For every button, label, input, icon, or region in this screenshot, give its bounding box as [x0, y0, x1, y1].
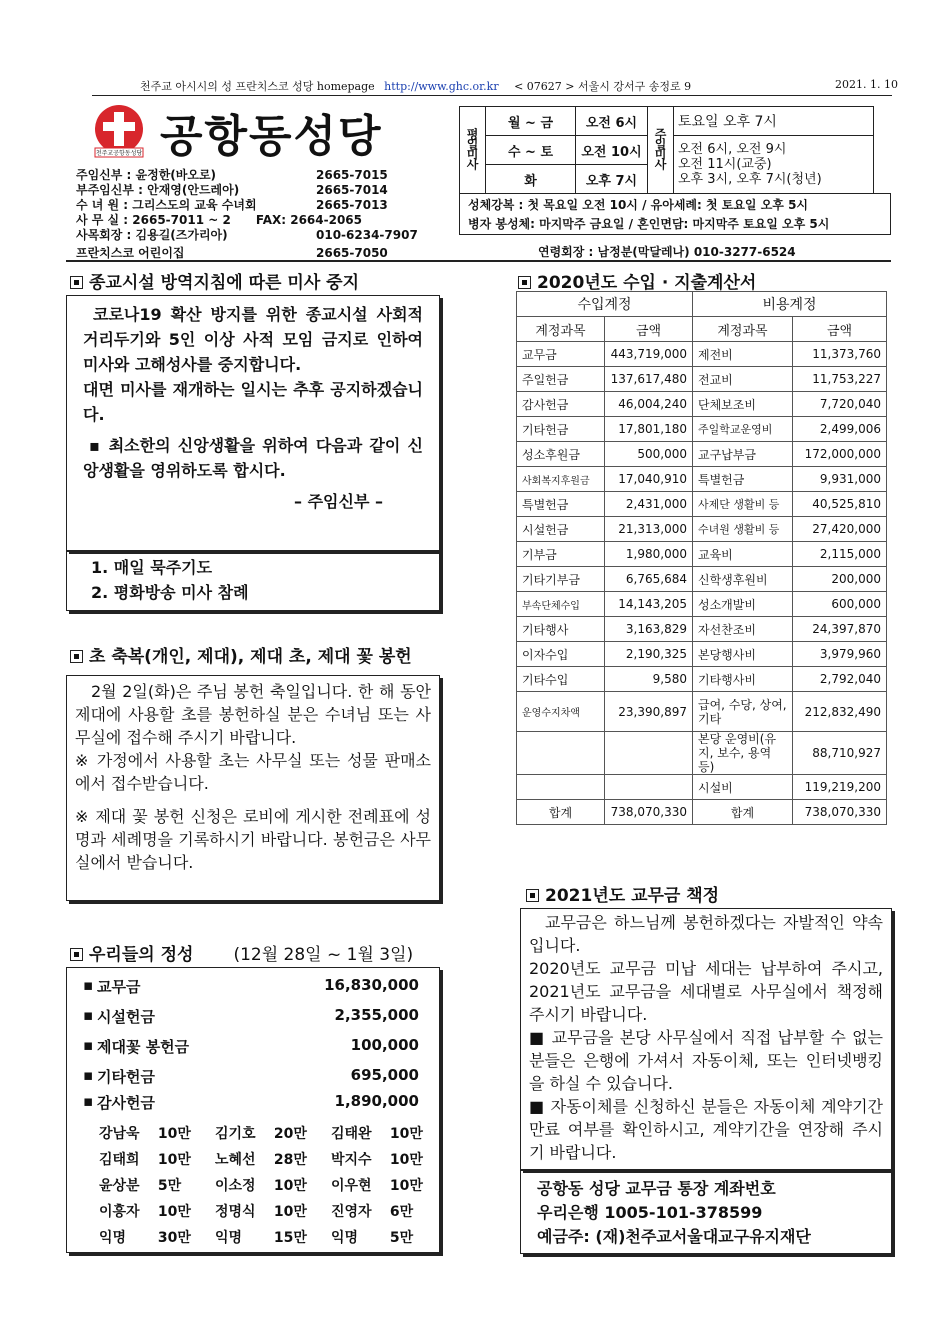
finance-row: [517, 517, 887, 542]
staff-phone: 2665-7050: [316, 246, 388, 260]
income-amount: 14,143,205: [605, 592, 693, 617]
covid-list: [66, 551, 440, 611]
donor-table: [91, 1120, 439, 1250]
donor-amount: 10만: [389, 1126, 423, 1142]
bullet-square-icon: [526, 889, 539, 902]
section-heading: 초 축복(개인, 제대), 제대 초, 제대 꽃 봉헌: [70, 642, 412, 667]
expense-item: 제전비: [693, 342, 793, 367]
offering-label: 기타헌금: [97, 1068, 155, 1086]
income-item: 주일헌금: [517, 367, 605, 392]
offering-amount: 2,355,000: [334, 1006, 419, 1024]
column-header: 금액: [605, 317, 693, 342]
donor-row: [91, 1146, 439, 1172]
mass-time: 오후 7시: [576, 165, 648, 194]
sacrament-line: 병자 봉성체: 마지막주 금요일 / 혼인면담: 마지막주 토요일 오후 5시: [468, 217, 830, 231]
expense-amount: 600,000: [793, 592, 887, 617]
donor-name: 이소정: [214, 1178, 256, 1194]
sacrament-schedule: [459, 193, 891, 235]
expense-amount: 2,115,000: [793, 542, 887, 567]
expense-item: 성소개발비: [693, 592, 793, 617]
expense-amount: 9,931,000: [793, 467, 887, 492]
income-amount: 2,190,325: [605, 642, 693, 667]
donor-name: 강남욱: [99, 1126, 140, 1142]
list-item: 1. 매일 묵주기도: [91, 558, 213, 577]
income-amount: 17,801,180: [605, 417, 693, 442]
income-amount: 443,719,000: [605, 342, 693, 367]
mass-day: 월 ~ 금: [486, 107, 576, 136]
income-item: [517, 775, 605, 800]
staff-label: 사 무 실 : 2665-7011 ~ 2 FAX: 2664-2065: [76, 213, 363, 227]
income-amount: [605, 775, 693, 800]
finance-row: [517, 367, 887, 392]
offering-box: [66, 967, 440, 1253]
expense-amount: 2,792,040: [793, 667, 887, 692]
staff-phone: 010-6234-7907: [316, 228, 418, 242]
income-item: 기부금: [517, 542, 605, 567]
expense-item: 기타행사비: [693, 667, 793, 692]
offering-label: 교무금: [97, 978, 141, 996]
offering-row: ▪ 교무금 16,830,000: [83, 976, 419, 996]
notice-paragraph: 코로나19 확산 방지를 위한 종교시설 사회적 거리두기와 5인 이상 사적 모임 금지로 인하여 미사와 고해성사를 중지합니다.: [83, 305, 423, 374]
donor-amount: 28만: [273, 1152, 307, 1168]
notice-paragraph: ■ 교무금을 본당 사무실에서 직접 납부할 수 없는 분들은 은행에 가셔서 자동이체, 또는 인터넷뱅킹을 하실 수 있습니다.: [529, 1028, 883, 1093]
income-item: 특별헌금: [517, 492, 605, 517]
finance-row: [517, 592, 887, 617]
offering-row: ▪ 감사헌금 1,890,000: [83, 1092, 419, 1112]
income-amount: 17,040,910: [605, 467, 693, 492]
issue-date: 2021. 1. 10: [835, 78, 898, 91]
finance-row: [517, 642, 887, 667]
finance-row: [517, 492, 887, 517]
offering-row: ▪ 기타헌금 695,000: [83, 1066, 419, 1086]
expense-item: 급여, 수당, 상여, 기타: [693, 692, 793, 732]
column-header: 금액: [793, 317, 887, 342]
sunday-mass-times: 오전 6시, 오전 9시 오전 11시(교중) 오후 3시, 오후 7시(청년): [674, 136, 874, 194]
notice-paragraph: 2020년도 교무금 미납 세대는 납부하여 주시고, 2021년도 교무금을 세대별로 사무실에서 책정해 주시기 바랍니다.: [529, 959, 883, 1024]
donor-amount: 10만: [157, 1152, 191, 1168]
total-label: 합계: [517, 800, 605, 825]
income-amount: 21,313,000: [605, 517, 693, 542]
mass-time: 오전 6시: [576, 107, 648, 136]
staff-row: [76, 183, 388, 198]
finance-row: [517, 692, 887, 732]
expense-amount: 88,710,927: [793, 732, 887, 775]
donor-name: 이우현: [330, 1178, 372, 1194]
finance-row: [517, 732, 887, 775]
donor-row: [91, 1172, 439, 1198]
finance-row: [517, 667, 887, 692]
notice-paragraph: ■ 자동이체를 신청하신 분들은 자동이체 계약기간 만료 여부를 확인하시고, 계약기간을 연장해 주시기 바랍니다.: [529, 1097, 883, 1162]
account-number: 우리은행 1005-101-378599: [537, 1203, 763, 1222]
notice-paragraph: 교무금은 하느님께 봉헌하겠다는 자발적인 약속입니다.: [529, 913, 883, 955]
expense-amount: 7,720,040: [793, 392, 887, 417]
column-header: 계정과목: [517, 317, 605, 342]
expense-item: 특별헌금: [693, 467, 793, 492]
header-topline: [140, 78, 900, 94]
donor-amount: 10만: [273, 1204, 307, 1220]
income-item: 기타수입: [517, 667, 605, 692]
income-item: 감사헌금: [517, 392, 605, 417]
expense-item: 본당행사비: [693, 642, 793, 667]
donor-amount: 10만: [389, 1152, 423, 1168]
section-heading: 2021년도 교무금 책정: [526, 881, 719, 906]
expense-item: 사제단 생활비 등: [693, 492, 793, 517]
expense-amount: 200,000: [793, 567, 887, 592]
income-item: 이자수입: [517, 642, 605, 667]
donor-name: 윤상분: [99, 1178, 140, 1194]
homepage-link[interactable]: http://www.ghc.or.kr: [384, 80, 499, 93]
expense-amount: 27,420,000: [793, 517, 887, 542]
finance-row: [517, 617, 887, 642]
sacrament-line: 성체강복 : 첫 목요일 오전 10시 / 유아세례: 첫 토요일 오후 5시: [468, 198, 809, 212]
finance-row: [517, 392, 887, 417]
income-item: 기타행사: [517, 617, 605, 642]
staff-row: [76, 246, 388, 261]
donor-amount: 10만: [157, 1126, 191, 1142]
offering-row: ▪ 시설헌금 2,355,000: [83, 1006, 419, 1026]
bullet-square-icon: [70, 948, 83, 961]
notice-paragraph: 대면 미사를 재개하는 일시는 추후 공지하겠습니다.: [83, 380, 423, 424]
income-item: 성소후원금: [517, 442, 605, 467]
notice-paragraph: ※ 가정에서 사용할 초는 사무실 또는 성물 판매소에서 접수받습니다.: [75, 751, 431, 793]
total-expense: 738,070,330: [793, 800, 887, 825]
expense-item: 주일학교운영비: [693, 417, 793, 442]
expense-item: 시설비: [693, 775, 793, 800]
donor-name: 정명식: [214, 1204, 256, 1220]
donor-amount: 30만: [157, 1230, 191, 1246]
income-amount: 1,980,000: [605, 542, 693, 567]
expense-amount: 11,373,760: [793, 342, 887, 367]
finance-row: [517, 775, 887, 800]
donor-row: [91, 1224, 439, 1250]
mass-day: 화: [486, 165, 576, 194]
donor-name: 익명: [99, 1230, 127, 1246]
bullet-square-icon: [518, 276, 531, 289]
income-item: [517, 732, 605, 775]
staff-row: [76, 228, 418, 243]
staff-row: [76, 168, 388, 183]
staff-phone: 2665-7013: [316, 198, 388, 212]
income-item: 교무금: [517, 342, 605, 367]
income-amount: 46,004,240: [605, 392, 693, 417]
bullet-square-icon: [70, 650, 83, 663]
donor-name: 박지수: [330, 1152, 372, 1168]
income-item: 운영수지차액: [517, 692, 605, 732]
expense-item: 수녀원 생활비 등: [693, 517, 793, 542]
donor-row: [91, 1120, 439, 1146]
donor-amount: 6만: [389, 1204, 414, 1220]
mass-schedule-table: [459, 106, 874, 194]
income-amount: [605, 732, 693, 775]
header-parish: 천주교 아시시의 성 프란치스코 성당 homepage: [140, 80, 375, 93]
donor-name: 김태완: [330, 1126, 372, 1142]
offering-period: (12월 28일 ~ 1월 3일): [233, 945, 414, 965]
income-item: 시설헌금: [517, 517, 605, 542]
account-holder: 예금주: (재)천주교서울대교구유지재단: [537, 1227, 811, 1246]
page-title: 공항동성당: [160, 111, 383, 162]
donor-name: 익명: [330, 1230, 359, 1246]
expense-amount: 40,525,810: [793, 492, 887, 517]
income-amount: 9,580: [605, 667, 693, 692]
donor-name: 노혜선: [214, 1152, 256, 1168]
expense-item: 단체보조비: [693, 392, 793, 417]
donor-amount: 10만: [157, 1204, 191, 1220]
total-label: 합계: [693, 800, 793, 825]
income-item: 부속단체수입: [517, 592, 605, 617]
staff-row: [76, 213, 362, 228]
sunday-mass-sat: 토요일 오후 7시: [674, 107, 874, 136]
finance-row: [517, 542, 887, 567]
section-heading: 우리들의 정성 (12월 28일 ~ 1월 3일): [70, 940, 413, 965]
donor-name: 김기호: [214, 1126, 256, 1142]
logo-caption: 천주교공항동성당: [95, 150, 143, 157]
staff-label: 수 녀 원 : 그리스도의 교육 수녀회: [76, 198, 257, 212]
income-item: 기타기부금: [517, 567, 605, 592]
offering-label: 감사헌금: [97, 1094, 155, 1112]
funeral-contact: 연령회장 : 남정분(막달레나) 010-3277-6524: [538, 245, 796, 259]
donor-name: 익명: [214, 1230, 243, 1246]
income-amount: 2,431,000: [605, 492, 693, 517]
income-amount: 23,390,897: [605, 692, 693, 732]
donor-amount: 5만: [389, 1230, 414, 1246]
expense-amount: 11,753,227: [793, 367, 887, 392]
finance-row: [517, 567, 887, 592]
staff-label: 부주임신부 : 안재영(안드레아): [76, 183, 240, 197]
column-header: 계정과목: [693, 317, 793, 342]
candle-notice: [66, 675, 440, 901]
finance-row: [517, 442, 887, 467]
sunday-mass-head: 주일미사: [648, 107, 674, 194]
income-amount: 3,163,829: [605, 617, 693, 642]
donor-amount: 10만: [273, 1178, 307, 1194]
weekday-mass-head: 평일미사: [460, 107, 486, 194]
staff-label: 주임신부 : 윤정한(바오로): [76, 168, 217, 182]
section-heading: 2020년도 수입 · 지출계산서: [518, 268, 756, 293]
expense-head: 비용계정: [693, 292, 887, 317]
staff-phone: 2665-7014: [316, 183, 388, 197]
donor-amount: 5만: [157, 1178, 182, 1194]
income-amount: 500,000: [605, 442, 693, 467]
covid-notice: [66, 295, 440, 551]
donor-amount: 10만: [389, 1178, 423, 1194]
notice-paragraph: ※ 제대 꽃 봉헌 신청은 로비에 게시한 전례표에 성명과 세례명을 기록하시기 바랍니다. 봉헌금은 사무실에서 받습니다.: [75, 807, 431, 872]
list-item: 2. 평화방송 미사 참례: [91, 583, 249, 602]
offering-amount: 16,830,000: [324, 976, 419, 994]
income-item: 기타헌금: [517, 417, 605, 442]
finance-table: [516, 291, 887, 825]
donor-name: 김태희: [99, 1152, 140, 1168]
donor-name: 이흥자: [99, 1204, 140, 1220]
account-title: 공항동 성당 교무금 통장 계좌번호: [537, 1179, 776, 1198]
expense-item: 교육비: [693, 542, 793, 567]
expense-item: 신학생후원비: [693, 567, 793, 592]
notice-paragraph: 2월 2일(화)은 주님 봉헌 축일입니다. 한 해 동안 제대에 사용할 초를 봉헌하실 분은 수녀님 또는 사무실에 접수해 주시기 바랍니다.: [75, 682, 431, 747]
expense-amount: 2,499,006: [793, 417, 887, 442]
expense-amount: 172,000,000: [793, 442, 887, 467]
notice-signature: – 주임신부 –: [294, 492, 383, 511]
income-amount: 6,765,684: [605, 567, 693, 592]
bullet-square-icon: [70, 276, 83, 289]
income-amount: 137,617,480: [605, 367, 693, 392]
kyomugeum-notice: [520, 908, 892, 1170]
expense-amount: 24,397,870: [793, 617, 887, 642]
expense-item: 자선찬조비: [693, 617, 793, 642]
notice-paragraph: ▪ 최소한의 신앙생활을 위하여 다음과 같이 신앙생활을 영위하도록 합시다.: [83, 436, 423, 480]
donor-row: [91, 1198, 439, 1224]
expense-item: 본당 운영비(유지, 보수, 용역 등): [693, 732, 793, 775]
finance-row: [517, 417, 887, 442]
mass-day: 수 ~ 토: [486, 136, 576, 165]
offering-amount: 1,890,000: [334, 1092, 419, 1110]
expense-item: 전교비: [693, 367, 793, 392]
account-box: [520, 1170, 892, 1254]
staff-label: 프란치스코 어린이집: [76, 246, 185, 260]
header-divider: [66, 260, 891, 262]
offering-label: 시설헌금: [97, 1008, 155, 1026]
total-income: 738,070,330: [605, 800, 693, 825]
donor-amount: 20만: [273, 1126, 307, 1142]
section-heading: 종교시설 방역지침에 따른 미사 중지: [70, 268, 359, 293]
offering-row: ▪ 제대꽃 봉헌금 100,000: [83, 1036, 419, 1056]
offering-amount: 695,000: [350, 1066, 419, 1084]
expense-amount: 119,219,200: [793, 775, 887, 800]
donor-name: 진영자: [330, 1204, 372, 1220]
donor-amount: 15만: [273, 1230, 307, 1246]
offering-label: 제대꽃 봉헌금: [97, 1038, 190, 1056]
staff-phone: 2665-7015: [316, 168, 388, 182]
income-item: 사회복지후원금: [517, 467, 605, 492]
top-divider: [92, 95, 892, 96]
income-head: 수입계정: [517, 292, 693, 317]
offering-amount: 100,000: [350, 1036, 419, 1054]
header-address: < 07627 > 서울시 강서구 송정로 9: [514, 80, 692, 93]
finance-row: [517, 467, 887, 492]
staff-label: 사목회장 : 김용길(즈가리아): [76, 228, 228, 242]
expense-amount: 3,979,960: [793, 642, 887, 667]
mass-time: 오전 10시: [576, 136, 648, 165]
finance-row: [517, 342, 887, 367]
staff-row: [76, 198, 388, 213]
expense-item: 교구납부금: [693, 442, 793, 467]
expense-amount: 212,832,490: [793, 692, 887, 732]
